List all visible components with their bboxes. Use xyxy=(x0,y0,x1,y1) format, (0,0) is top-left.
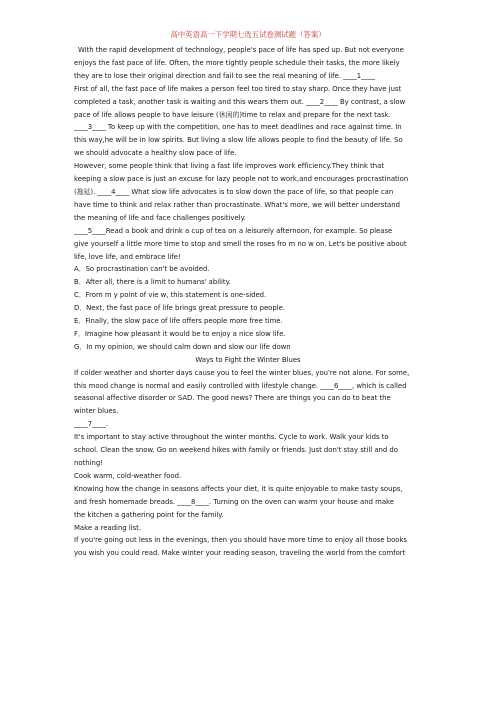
paragraph-line: school. Clean the snow. Go on weekend hikes with family or friends. Just don't stay still and do xyxy=(74,446,398,455)
paragraph-line: seasonal affective disorder or SAD. The good news? There are things you can do to beat the xyxy=(74,394,391,403)
paragraph-line: First of all, the fast pace of life makes a person feel too tired to stay sharp. Once they have just xyxy=(74,84,402,93)
paragraph-line: keeping a slow pace is just an excuse for lazy people not to work,and encourages procrastination xyxy=(74,175,409,184)
paragraph-line: they are to lose their original direction and fail to see the real meaning of life. ____1____ xyxy=(74,71,375,80)
section-title: Ways to Fight the Winter Blues xyxy=(195,355,301,364)
option-g: G．In my opinion, we should calm down and slow our life down xyxy=(74,342,291,351)
paragraph-line: have time to think and relax rather than procrastinate. What's more, we will better understand xyxy=(74,200,400,209)
subheading: Cook warm, cold-weather food. xyxy=(74,471,182,480)
paragraph-line: give yourself a little more time to stop and smell the roses fro m no w on. Let's be positive about xyxy=(74,239,407,248)
paragraph-line: we should advocate a healthy slow pace of life. xyxy=(74,149,237,158)
option-b: B．After all, there is a limit to humans' ability. xyxy=(74,278,231,287)
paragraph-line: and fresh homemade breads. ____8____. Turning on the oven can warm your house and make xyxy=(74,497,394,506)
paragraph-line: life, love life, and embrace life! xyxy=(74,252,181,261)
paragraph-line: ____5____Read a book and drink a cup of tea on a leisurely afternoon, for example. So please xyxy=(74,226,393,235)
option-e: E．Finally, the slow pace of life offers people more free time. xyxy=(74,317,283,326)
option-f: F．Imagine how pleasant it would be to enjoy a nice slow life. xyxy=(74,329,286,338)
paragraph-line: the meaning of life and face challenges positively. xyxy=(74,213,246,222)
paragraph-line: pace of life allows people to have leisure (休闲的)time to relax and prepare for the next task. xyxy=(74,110,391,119)
option-a: A．So procrastination can't be avoided. xyxy=(74,265,210,274)
page-title: 高中英语高一下学期七选五试卷测试题（答案） xyxy=(170,30,326,39)
paragraph-line: the kitchen a gathering point for the family. xyxy=(74,510,224,519)
paragraph-line: this mood change is normal and easily controlled with lifestyle change. ____6____, which is called xyxy=(74,381,407,390)
paragraph-line: (拖延). ____4____ What slow life advocates is to slow down the pace of life, so that people can xyxy=(74,187,394,196)
paragraph-line: However, some people think that living a fast life improves work efficiency.They think that xyxy=(74,162,385,171)
paragraph-line: this way,he will be in low spirits. But living a slow life allows people to find the beauty of life. So xyxy=(74,136,403,145)
paragraph-line: completed a task, another task is waiting and this wears them out. ____2____ By contrast, a slow xyxy=(74,97,406,106)
paragraph-line: It's important to stay active throughout the winter months. Cycle to work. Walk your kids to xyxy=(74,433,389,442)
paragraph-line: Knowing how the change in seasons affects your diet, it is quite enjoyable to make tasty soups, xyxy=(74,484,403,493)
paragraph-line: With the rapid development of technology, people's pace of life has sped up. But not everyone xyxy=(78,46,404,54)
paragraph-line: winter blues. xyxy=(74,407,119,416)
paragraph-line: nothing! xyxy=(74,459,103,467)
option-d: D．Next, the fast pace of life brings great pressure to people. xyxy=(74,304,286,313)
paragraph-line: ____3____ To keep up with the competition, one has to meet deadlines and race against time. In xyxy=(74,123,402,132)
option-c: C．From m y point of vie w, this statement is one-sided. xyxy=(74,291,267,300)
paragraph-line: enjoys the fast pace of life. Often, the more tightly people schedule their tasks, the more likely xyxy=(74,58,400,67)
blank-line: ____7____. xyxy=(74,420,108,429)
paragraph-line: If you're going out less in the evenings, then you should have more time to enjoy all those books xyxy=(74,536,408,545)
paragraph-line: If colder weather and shorter days cause you to feel the winter blues, you're not alone. For some, xyxy=(74,368,410,377)
paragraph-line: you wish you could read. Make winter your reading season, traveling the world from the comfort xyxy=(74,549,406,558)
subheading: Make a reading list. xyxy=(74,523,142,532)
